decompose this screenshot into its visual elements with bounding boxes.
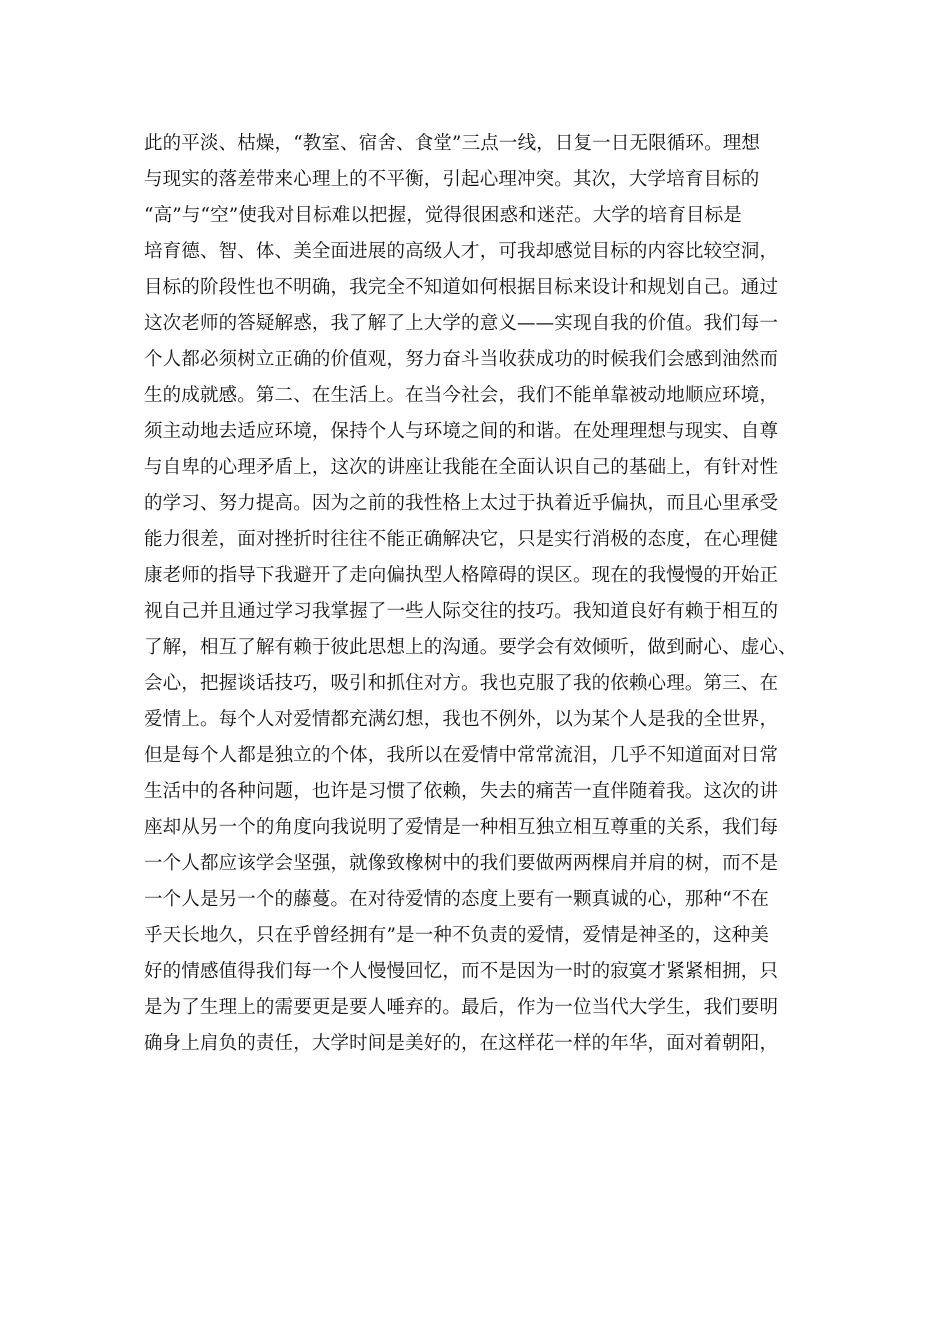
- text-line: 爱情上。每个人对爱情都充满幻想，我也不例外，以为某个人是我的全世界，: [144, 709, 779, 730]
- text-line: 须主动地去适应环境，保持个人与环境之间的和谐。在处理理想与现实、自尊: [144, 421, 779, 442]
- text-line: 好的情感值得我们每一个人慢慢回忆，而不是因为一时的寂寞才紧紧相拥，只: [144, 961, 779, 982]
- body-text: [144, 126, 824, 1062]
- text-line: “高”与“空”使我对目标难以把握，觉得很困惑和迷茫。大学的培育目标是: [144, 205, 742, 226]
- text-line: 与自卑的心理矛盾上，这次的讲座让我能在全面认识自己的基础上，有针对性: [144, 457, 779, 478]
- text-line: 一个人是另一个的藤蔓。在对待爱情的态度上要有一颗真诚的心，那种“不在: [144, 889, 770, 910]
- text-line: 能力很差，面对挫折时往往不能正确解决它，只是实行消极的态度，在心理健: [144, 529, 779, 550]
- text-line: 的学习、努力提高。因为之前的我性格上太过于执着近乎偏执，而且心里承受: [144, 493, 779, 514]
- text-line: 确身上肩负的责任，大学时间是美好的，在这样花一样的年华，面对着朝阳，: [144, 1033, 779, 1054]
- text-line: 视自己并且通过学习我掌握了一些人际交往的技巧。我知道良好有赖于相互的: [144, 601, 779, 622]
- text-line: 生的成就感。第二、在生活上。在当今社会，我们不能单靠被动地顺应环境，: [144, 385, 779, 406]
- text-line: 了解，相互了解有赖于彼此思想上的沟通。要学会有效倾听，做到耐心、虚心、: [144, 637, 797, 658]
- text-line: 一个人都应该学会坚强，就像致橡树中的我们要做两两棵肩并肩的树，而不是: [144, 853, 779, 874]
- text-line: 会心，把握谈话技巧，吸引和抓住对方。我也克服了我的依赖心理。第三、在: [144, 673, 779, 694]
- text-line: 但是每个人都是独立的个体，我所以在爱情中常常流泪，几乎不知道面对日常: [144, 745, 779, 766]
- text-line: 此的平淡、枯燥，“教室、宿舍、食堂”三点一线，日复一日无限循环。理想: [144, 133, 761, 154]
- text-line: 目标的阶段性也不明确，我完全不知道如何根据目标来设计和规划自己。通过: [144, 277, 779, 298]
- text-line: 康老师的指导下我避开了走向偏执型人格障碍的误区。现在的我慢慢的开始正: [144, 565, 779, 586]
- text-line: 培育德、智、体、美全面进展的高级人才，可我却感觉目标的内容比较空洞，: [144, 241, 779, 262]
- text-line: 个人都必须树立正确的价值观，努力奋斗当收获成功的时候我们会感到油然而: [144, 349, 779, 370]
- text-line: 这次老师的答疑解惑，我了解了上大学的意义——实现自我的价值。我们每一: [144, 313, 779, 334]
- text-line: 生活中的各种问题，也许是习惯了依赖，失去的痛苦一直伴随着我。这次的讲: [144, 781, 779, 802]
- text-line: 乎天长地久，只在乎曾经拥有”是一种不负责的爱情，爱情是神圣的，这种美: [144, 925, 770, 946]
- text-line: 是为了生理上的需要更是要人唾弃的。最后，作为一位当代大学生，我们要明: [144, 997, 779, 1018]
- text-line: 与现实的落差带来心理上的不平衡，引起心理冲突。其次，大学培育目标的: [144, 169, 760, 190]
- text-line: 座却从另一个的角度向我说明了爱情是一种相互独立相互尊重的关系，我们每: [144, 817, 779, 838]
